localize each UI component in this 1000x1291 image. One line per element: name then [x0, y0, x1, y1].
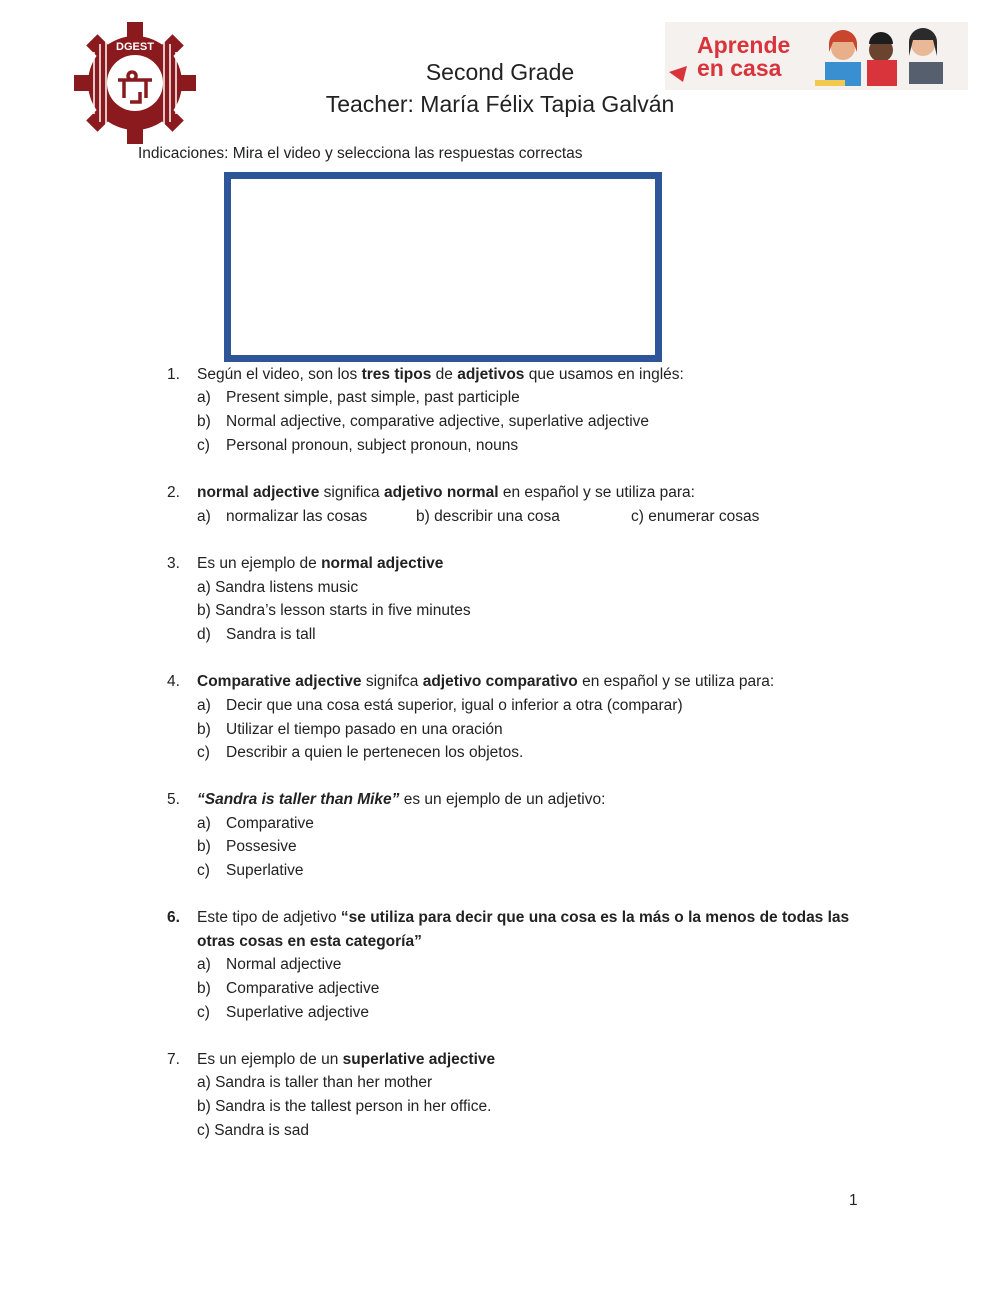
question-number: 6. — [167, 909, 180, 926]
question-text: Este tipo de adjetivo “se utiliza para decir que una cosa es la más o la menos de todas las — [197, 909, 850, 926]
option-label: a) — [197, 389, 211, 406]
option-2b[interactable]: b) describir una cosa — [416, 508, 560, 525]
question-number: 1. — [167, 366, 180, 383]
option-text: c) Sandra is sad — [197, 1122, 309, 1139]
page-number: 1 — [849, 1192, 858, 1209]
option-2c[interactable]: c) enumerar cosas — [631, 508, 760, 525]
option-text: Superlative adjective — [226, 1004, 370, 1021]
question-number: 3. — [167, 555, 180, 572]
question-number: 7. — [167, 1051, 180, 1068]
question-number: 4. — [167, 673, 180, 690]
en-casa-text: en casa — [697, 55, 782, 81]
option-text: Personal pronoun, subject pronoun, nouns — [226, 437, 519, 454]
option-text: Describir a quien le pertenecen los objetos. — [226, 744, 524, 761]
option-label: c) — [197, 1004, 210, 1021]
option-text: b) Sandra is the tallest person in her office. — [197, 1098, 492, 1115]
option-text: a) Sandra is taller than her mother — [197, 1074, 433, 1091]
question-text-line2: otras cosas en esta categoría” — [197, 933, 422, 950]
option-text: b) Sandra’s lesson starts in five minutes — [197, 602, 471, 619]
question-text: normal adjective significa adjetivo normal en español y se utiliza para: — [197, 484, 695, 501]
option-label: c) — [197, 862, 210, 879]
option-text: Normal adjective, comparative adjective, superlative adjective — [226, 413, 650, 430]
option-label: b) — [197, 721, 211, 738]
option-text: Normal adjective — [226, 956, 342, 973]
option-label: a) — [197, 697, 211, 714]
option-label: c) — [197, 744, 210, 761]
option-label: c) — [197, 437, 210, 454]
logo-left-text: DGEST — [116, 41, 154, 53]
option-text: Comparative — [226, 815, 314, 832]
option-text: Present simple, past simple, past participle — [226, 389, 520, 406]
option-text: Comparative adjective — [226, 980, 380, 997]
question-text: “Sandra is taller than Mike” es un ejemplo de un adjetivo: — [197, 791, 606, 808]
teacher-name: Teacher: María Félix Tapia Galván — [325, 91, 675, 117]
option-label: a) — [197, 815, 211, 832]
option-text: Superlative — [226, 862, 304, 879]
option-text: a) Sandra listens music — [197, 579, 359, 596]
aprende-text: Aprende — [697, 32, 791, 58]
question-number: 2. — [167, 484, 180, 501]
option-label: d) — [197, 626, 211, 643]
option-label: b) — [197, 413, 211, 430]
option-text: Decir que una cosa está superior, igual o inferior a otra (comparar) — [226, 697, 683, 714]
question-text: Es un ejemplo de un superlative adjective — [197, 1051, 496, 1068]
option-2a[interactable]: normalizar las cosas — [226, 508, 368, 525]
instructions: Indicaciones: Mira el video y selecciona las respuestas correctas — [138, 145, 583, 162]
question-text: Es un ejemplo de normal adjective — [197, 555, 444, 572]
page-title: Second Grade — [425, 59, 575, 85]
question-text: Según el video, son los tres tipos de adjetivos que usamos en inglés: — [197, 366, 684, 383]
option-label: a) — [197, 956, 211, 973]
video-embed[interactable] — [224, 172, 662, 362]
option-label: b) — [197, 980, 211, 997]
question-number: 5. — [167, 791, 180, 808]
option-label: a) — [197, 508, 211, 525]
option-text: Utilizar el tiempo pasado en una oración — [226, 721, 503, 738]
option-text: Possesive — [226, 838, 297, 855]
option-text: Sandra is tall — [226, 626, 316, 643]
question-text: Comparative adjective signifca adjetivo comparativo en español y se utiliza para: — [197, 673, 775, 690]
option-label: b) — [197, 838, 211, 855]
